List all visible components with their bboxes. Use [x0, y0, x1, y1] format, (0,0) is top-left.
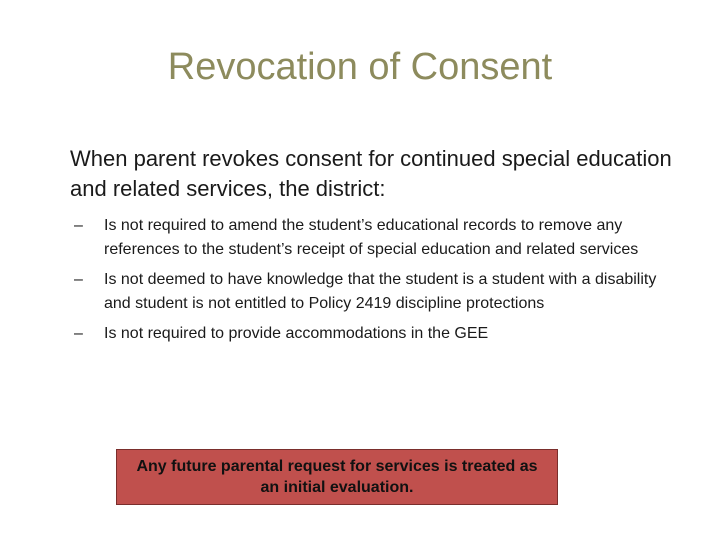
bullet-text: Is not required to amend the student’s educational records to remove any references to the student’s receipt of special education and related services — [104, 217, 639, 258]
bullet-item — [74, 214, 684, 262]
lead-paragraph: When parent revokes consent for continued special education and related services, the district: — [70, 146, 672, 201]
dash-marker: – — [74, 217, 83, 234]
bullet-list — [74, 214, 684, 352]
callout-box — [116, 449, 558, 505]
bullet-text: Is not deemed to have knowledge that the student is a student with a disability and student is not entitled to Policy 2419 discipline protections — [104, 271, 657, 312]
bullet-text: Is not required to provide accommodations in the GEE — [104, 325, 489, 342]
dash-marker: – — [74, 325, 83, 342]
dash-marker: – — [74, 271, 83, 288]
bullet-item — [74, 268, 684, 316]
callout-text: Any future parental request for services is treated as an initial evaluation. — [136, 458, 538, 496]
bullet-item — [74, 322, 684, 346]
slide-title: Revocation of Consent — [167, 46, 553, 88]
